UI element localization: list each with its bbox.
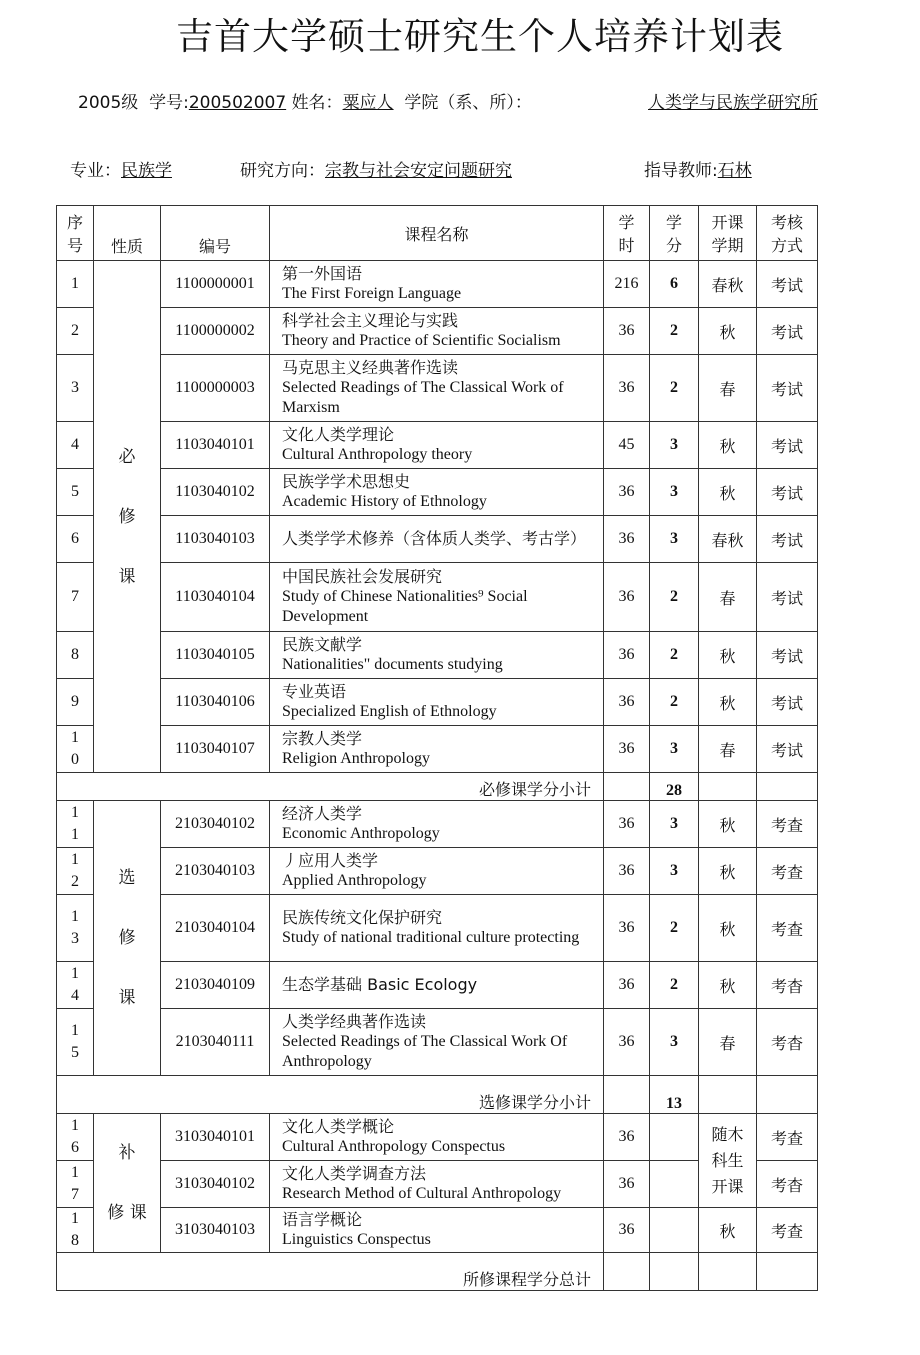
total-row-value bbox=[650, 1253, 699, 1291]
row-seq: 8 bbox=[57, 632, 94, 679]
course-name-cn: 人类学经典著作选读 bbox=[282, 1012, 427, 1031]
row-seq: 1 bbox=[57, 261, 94, 308]
row-hours: 36 bbox=[604, 801, 650, 848]
table-row bbox=[57, 1114, 818, 1161]
table-row bbox=[57, 1208, 818, 1253]
row-code: 2103040109 bbox=[161, 962, 270, 1009]
row-credits: 2 bbox=[650, 895, 699, 962]
row-code: 1103040105 bbox=[161, 632, 270, 679]
row-exam: 考杳 bbox=[757, 962, 818, 1009]
table-row bbox=[57, 469, 818, 516]
header-course: 课程名称 bbox=[270, 206, 604, 261]
row-seq: 1 1 bbox=[57, 801, 94, 848]
row-course-name bbox=[270, 679, 604, 726]
row-credits: 3 bbox=[650, 422, 699, 469]
row-course-name bbox=[270, 895, 604, 962]
course-name-en: Selected Readings of The Classical Work Of Anthropology bbox=[282, 1033, 568, 1070]
header-type: 性质 bbox=[94, 206, 161, 261]
table-row bbox=[57, 563, 818, 632]
name-label: 姓名： bbox=[291, 93, 343, 113]
course-name-cn: 民族学学术思想史 bbox=[282, 472, 411, 491]
advisor-value: 石林 bbox=[717, 161, 752, 181]
row-credits: 3 bbox=[650, 1009, 699, 1076]
row-seq: 9 bbox=[57, 679, 94, 726]
row-credits bbox=[650, 1161, 699, 1208]
student-name: 粟应人 bbox=[342, 93, 394, 113]
row-term: 秋 bbox=[699, 422, 757, 469]
row-seq: 1 6 bbox=[57, 1114, 94, 1161]
row-hours: 36 bbox=[604, 679, 650, 726]
course-name-cn: 马克思主义经典著作选读 bbox=[282, 358, 459, 377]
header-credits: 学 分 bbox=[650, 206, 699, 261]
table-row bbox=[57, 516, 818, 563]
row-term: 春秋 bbox=[699, 261, 757, 308]
row-exam: 考查 bbox=[757, 1208, 818, 1253]
row-hours: 36 bbox=[604, 848, 650, 895]
row-term: 秋 bbox=[699, 895, 757, 962]
row-term: 春 bbox=[699, 1009, 757, 1076]
table-row bbox=[57, 1009, 818, 1076]
row-hours: 36 bbox=[604, 726, 650, 773]
page-title: 吉首大学硕士研究生个人培养计划表 bbox=[176, 15, 784, 58]
major-label: 专业： bbox=[70, 161, 121, 181]
course-name-cn: 文化人类学调查方法 bbox=[282, 1164, 427, 1183]
major-value: 民族学 bbox=[121, 161, 172, 181]
group-remedial: 补 修 课 bbox=[94, 1114, 161, 1253]
row-hours: 36 bbox=[604, 516, 650, 563]
row-exam: 考查 bbox=[757, 848, 818, 895]
grade: 2005级 bbox=[78, 93, 139, 113]
row-seq: 2 bbox=[57, 308, 94, 355]
row-code: 1100000001 bbox=[161, 261, 270, 308]
course-name-en: Cultural Anthropology theory bbox=[282, 446, 473, 463]
elective-subtotal-row-exam bbox=[757, 1076, 818, 1114]
row-term: 春 bbox=[699, 563, 757, 632]
row-code: 1100000003 bbox=[161, 355, 270, 422]
course-name-en: Religion Anthropology bbox=[282, 750, 430, 767]
course-name-en: Cultural Anthropology Conspectus bbox=[282, 1138, 506, 1155]
row-course-name bbox=[270, 1161, 604, 1208]
total-row-label: 所修课程学分总计 bbox=[57, 1253, 604, 1291]
elective-subtotal-row-value: 13 bbox=[650, 1076, 699, 1114]
course-name-cn: 科学社会主义理论与实践 bbox=[282, 311, 459, 330]
row-seq: 1 5 bbox=[57, 1009, 94, 1076]
direction-value: 宗教与社会安定问题研究 bbox=[325, 161, 512, 181]
row-code: 1103040106 bbox=[161, 679, 270, 726]
row-credits: 2 bbox=[650, 308, 699, 355]
row-course-name bbox=[270, 469, 604, 516]
course-name-cn: 民族传统文化保护研究 bbox=[282, 908, 443, 927]
total-row-term bbox=[699, 1253, 757, 1291]
row-course-name bbox=[270, 308, 604, 355]
row-seq: 1 4 bbox=[57, 962, 94, 1009]
elective-subtotal-row bbox=[57, 1076, 818, 1114]
table-row bbox=[57, 679, 818, 726]
group-required: 必 修 课 bbox=[94, 261, 161, 773]
advisor-line bbox=[644, 156, 752, 181]
row-hours: 36 bbox=[604, 1161, 650, 1208]
course-name-en: Theory and Practice of Scientific Socialism bbox=[282, 332, 561, 349]
row-hours: 36 bbox=[604, 895, 650, 962]
row-credits bbox=[650, 1208, 699, 1253]
row-seq: 1 0 bbox=[57, 726, 94, 773]
row-course-name bbox=[270, 848, 604, 895]
row-course-name bbox=[270, 632, 604, 679]
row-exam: 考查 bbox=[757, 801, 818, 848]
row-term: 秋 bbox=[699, 308, 757, 355]
row-hours: 36 bbox=[604, 563, 650, 632]
table-row bbox=[57, 261, 818, 308]
row-term: 秋 bbox=[699, 962, 757, 1009]
row-hours: 45 bbox=[604, 422, 650, 469]
row-exam: 考试 bbox=[757, 422, 818, 469]
row-course-name bbox=[270, 422, 604, 469]
course-name-en: Selected Readings of The Classical Work of Marxism bbox=[282, 379, 564, 416]
row-code: 3103040101 bbox=[161, 1114, 270, 1161]
course-name-en: Linguistics Conspectus bbox=[282, 1231, 431, 1248]
course-name-cn: 专业英语 bbox=[282, 682, 347, 701]
college-value: 人类学与民族学研究所 bbox=[648, 93, 818, 113]
row-term: 春 bbox=[699, 355, 757, 422]
row-code: 2103040102 bbox=[161, 801, 270, 848]
table-row bbox=[57, 632, 818, 679]
row-exam: 考试 bbox=[757, 632, 818, 679]
student-id: 200502007 bbox=[188, 93, 287, 113]
course-name-en: Research Method of Cultural Anthropology bbox=[282, 1185, 562, 1202]
required-subtotal-row-value: 28 bbox=[650, 773, 699, 801]
row-term: 春 bbox=[699, 726, 757, 773]
row-hours: 36 bbox=[604, 469, 650, 516]
table-row bbox=[57, 895, 818, 962]
table-row bbox=[57, 308, 818, 355]
row-credits: 2 bbox=[650, 679, 699, 726]
row-exam: 考查 bbox=[757, 895, 818, 962]
row-hours: 36 bbox=[604, 308, 650, 355]
row-credits: 2 bbox=[650, 563, 699, 632]
row-credits: 3 bbox=[650, 726, 699, 773]
row-exam: 考试 bbox=[757, 516, 818, 563]
required-subtotal-row-term bbox=[699, 773, 757, 801]
course-name-cn: 宗教人类学 bbox=[282, 729, 363, 748]
row-exam: 考杳 bbox=[757, 1161, 818, 1208]
course-name-cn: 经济人类学 bbox=[282, 804, 363, 823]
course-name-cn: 丿应用人类学 bbox=[282, 851, 379, 870]
row-hours: 216 bbox=[604, 261, 650, 308]
row-exam: 考试 bbox=[757, 261, 818, 308]
row-seq: 4 bbox=[57, 422, 94, 469]
row-credits: 3 bbox=[650, 848, 699, 895]
course-name-cn: 第一外国语 bbox=[282, 264, 363, 283]
total-row bbox=[57, 1253, 818, 1291]
row-hours: 36 bbox=[604, 1114, 650, 1161]
direction-line bbox=[240, 156, 512, 181]
course-name-cn: 文化人类学概论 bbox=[282, 1117, 395, 1136]
row-exam: 考试 bbox=[757, 308, 818, 355]
row-credits: 3 bbox=[650, 801, 699, 848]
row-hours: 36 bbox=[604, 1009, 650, 1076]
course-name-en: Nationalities" documents studying bbox=[282, 656, 503, 673]
row-seq: 3 bbox=[57, 355, 94, 422]
required-subtotal-row-exam bbox=[757, 773, 818, 801]
table-row bbox=[57, 962, 818, 1009]
row-term: 秋 bbox=[699, 632, 757, 679]
row-code: 1103040103 bbox=[161, 516, 270, 563]
row-exam: 考试 bbox=[757, 469, 818, 516]
elective-subtotal-row-term bbox=[699, 1076, 757, 1114]
row-code: 1100000002 bbox=[161, 308, 270, 355]
college-label: 学院（系、所）： bbox=[404, 93, 532, 113]
row-code: 1103040101 bbox=[161, 422, 270, 469]
row-seq: 1 2 bbox=[57, 848, 94, 895]
direction-label: 研究方向： bbox=[240, 161, 325, 181]
course-name-en: Specialized English of Ethnology bbox=[282, 703, 497, 720]
row-term: 秋 bbox=[699, 469, 757, 516]
row-course-name bbox=[270, 261, 604, 308]
header-term: 开课 学期 bbox=[699, 206, 757, 261]
row-course-name bbox=[270, 355, 604, 422]
row-term: 秋 bbox=[699, 679, 757, 726]
course-name-en: The First Foreign Language bbox=[282, 285, 462, 302]
row-hours: 36 bbox=[604, 632, 650, 679]
row-course-name bbox=[270, 1114, 604, 1161]
row-course-name bbox=[270, 516, 604, 563]
row-term: 春秋 bbox=[699, 516, 757, 563]
course-name-en: Study of national traditional culture protecting bbox=[282, 929, 580, 946]
row-exam: 考查 bbox=[757, 1114, 818, 1161]
row-seq: 1 3 bbox=[57, 895, 94, 962]
row-seq: 5 bbox=[57, 469, 94, 516]
advisor-label: 指导教师: bbox=[644, 161, 718, 181]
course-name-cn: 人类学学术修养（含体质人类学、考古学） bbox=[282, 529, 587, 548]
student-id-label: 学号: bbox=[149, 93, 189, 113]
course-name-en: Applied Anthropology bbox=[282, 872, 427, 889]
row-credits: 6 bbox=[650, 261, 699, 308]
row-course-name bbox=[270, 726, 604, 773]
row-course-name bbox=[270, 1208, 604, 1253]
table-row bbox=[57, 848, 818, 895]
row-exam: 考试 bbox=[757, 726, 818, 773]
elective-subtotal-row-hours bbox=[604, 1076, 650, 1114]
row-course-name bbox=[270, 563, 604, 632]
course-name-en: Academic History of Ethnology bbox=[282, 493, 487, 510]
required-subtotal-row-hours bbox=[604, 773, 650, 801]
course-name-en: Study of Chinese Nationalities⁹ Social Development bbox=[282, 588, 528, 625]
course-name-cn: 生态学基础 Basic Ecology bbox=[282, 975, 478, 994]
row-code: 2103040111 bbox=[161, 1009, 270, 1076]
group-elective: 选 修 课 bbox=[94, 801, 161, 1076]
row-term: 秋 bbox=[699, 848, 757, 895]
row-course-name bbox=[270, 801, 604, 848]
row-exam: 考试 bbox=[757, 679, 818, 726]
total-row-exam bbox=[757, 1253, 818, 1291]
remedial-term: 随木 科生 开课 bbox=[699, 1114, 757, 1208]
header-hours: 学 时 bbox=[604, 206, 650, 261]
row-code: 1103040102 bbox=[161, 469, 270, 516]
table-row bbox=[57, 801, 818, 848]
row-term: 秋 bbox=[699, 801, 757, 848]
row-credits: 2 bbox=[650, 632, 699, 679]
row-seq: 6 bbox=[57, 516, 94, 563]
course-name-cn: 中国民族社会发展研究 bbox=[282, 567, 443, 586]
course-name-cn: 文化人类学理论 bbox=[282, 425, 395, 444]
header-code: 编号 bbox=[161, 206, 270, 261]
row-seq: 7 bbox=[57, 563, 94, 632]
row-code: 1103040104 bbox=[161, 563, 270, 632]
row-code: 3103040102 bbox=[161, 1161, 270, 1208]
row-code: 2103040104 bbox=[161, 895, 270, 962]
row-credits: 2 bbox=[650, 962, 699, 1009]
row-credits bbox=[650, 1114, 699, 1161]
row-credits: 2 bbox=[650, 355, 699, 422]
header-exam: 考核 方式 bbox=[757, 206, 818, 261]
row-hours: 36 bbox=[604, 962, 650, 1009]
table-header-row bbox=[57, 206, 818, 261]
required-subtotal-row-label: 必修课学分小计 bbox=[57, 773, 604, 801]
table-row bbox=[57, 726, 818, 773]
row-code: 1103040107 bbox=[161, 726, 270, 773]
required-subtotal-row bbox=[57, 773, 818, 801]
course-name-cn: 民族文献学 bbox=[282, 635, 363, 654]
row-exam: 考试 bbox=[757, 563, 818, 632]
row-credits: 3 bbox=[650, 516, 699, 563]
row-course-name bbox=[270, 1009, 604, 1076]
course-name-cn: 语言学概论 bbox=[282, 1210, 363, 1229]
row-exam: 考试 bbox=[757, 355, 818, 422]
row-code: 2103040103 bbox=[161, 848, 270, 895]
row-credits: 3 bbox=[650, 469, 699, 516]
table-row bbox=[57, 355, 818, 422]
row-hours: 36 bbox=[604, 1208, 650, 1253]
table-row bbox=[57, 422, 818, 469]
row-exam: 考杳 bbox=[757, 1009, 818, 1076]
elective-subtotal-row-label: 选修课学分小计 bbox=[57, 1076, 604, 1114]
row-course-name bbox=[270, 962, 604, 1009]
row-term: 秋 bbox=[699, 1208, 757, 1253]
course-name-en: Economic Anthropology bbox=[282, 825, 440, 842]
total-row-hours bbox=[604, 1253, 650, 1291]
row-code: 3103040103 bbox=[161, 1208, 270, 1253]
row-seq: 1 7 bbox=[57, 1161, 94, 1208]
row-seq: 1 8 bbox=[57, 1208, 94, 1253]
course-plan-table bbox=[56, 205, 818, 1291]
row-hours: 36 bbox=[604, 355, 650, 422]
header-seq: 序 号 bbox=[57, 206, 94, 261]
